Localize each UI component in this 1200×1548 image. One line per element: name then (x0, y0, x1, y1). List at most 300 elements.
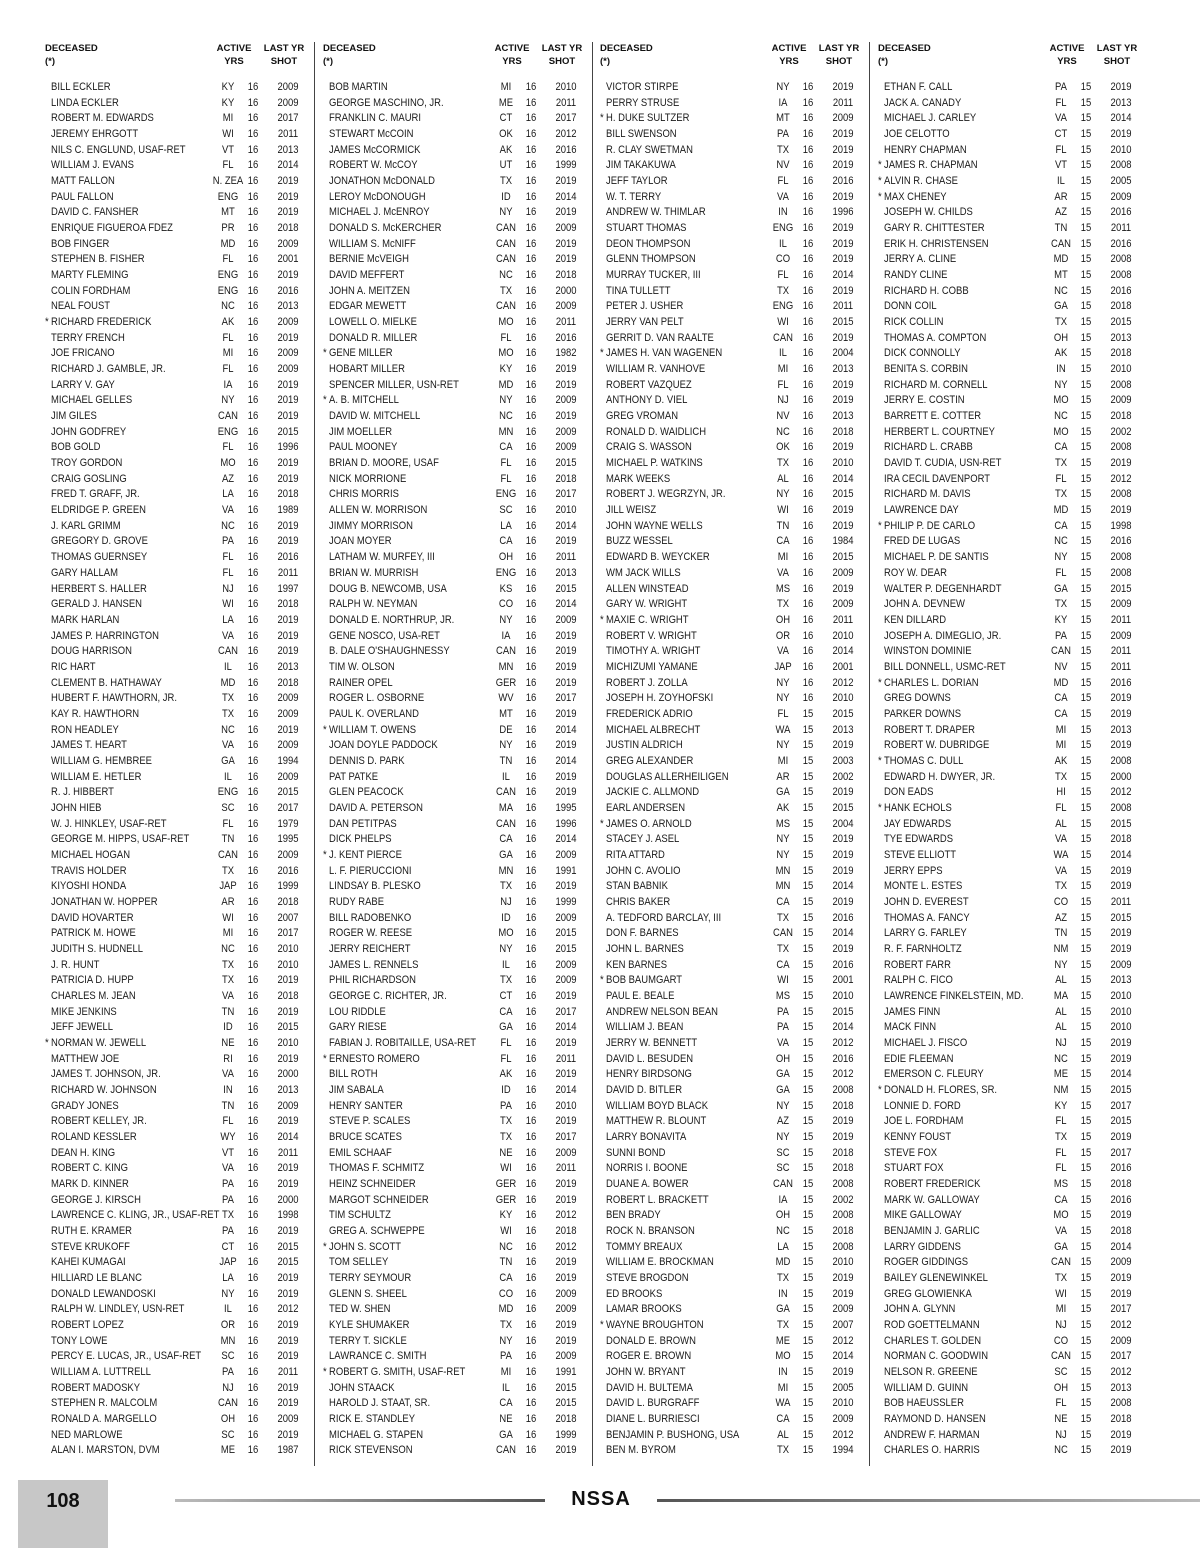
last-year-shot: 2019 (555, 786, 577, 799)
last-year-shot: 2008 (1110, 801, 1132, 814)
member-state: MI (777, 363, 789, 376)
member-state: GA (776, 1303, 790, 1316)
active-years: 15 (1080, 1272, 1092, 1285)
table-row (600, 1083, 866, 1099)
last-year-shot: 2019 (832, 253, 854, 266)
member-state: NC (1054, 535, 1068, 548)
last-year-shot: 2012 (1110, 472, 1132, 485)
active-years: 16 (525, 1428, 537, 1441)
last-year-shot: 2010 (1110, 143, 1132, 156)
member-name: JIM TAKAKUWA (606, 159, 676, 172)
last-year-shot: 2008 (832, 1209, 854, 1222)
member-name: RONALD A. MARGELLO (51, 1413, 157, 1426)
active-years: 16 (525, 1256, 537, 1269)
member-state: MI (222, 927, 234, 940)
member-name: BILL RADOBENKO (329, 911, 412, 924)
member-state: CAN (1051, 1256, 1071, 1269)
member-state: WI (500, 1162, 512, 1175)
table-row (878, 738, 1144, 754)
member-state: FL (1055, 96, 1067, 109)
active-years: 16 (525, 676, 537, 689)
active-years: 16 (525, 347, 537, 360)
table-row (600, 707, 866, 723)
table-row (323, 1334, 589, 1350)
member-name: DONALD LEWANDOSKI (51, 1287, 156, 1300)
table-row (45, 707, 311, 723)
active-years: 15 (1080, 504, 1092, 517)
member-name: DONALD H. FLORES, SR. (884, 1084, 998, 1096)
active-years: 15 (1080, 1162, 1092, 1175)
table-row (878, 785, 1144, 801)
active-years: 15 (1080, 582, 1092, 595)
member-state: WA (1053, 848, 1069, 861)
active-years: 16 (247, 645, 259, 658)
table-row (878, 299, 1144, 315)
table-row (878, 989, 1144, 1005)
table-row (323, 1036, 589, 1052)
member-name: KAY R. HAWTHORN (51, 707, 140, 720)
last-year-shot: 2016 (832, 911, 854, 924)
member-name: DAVID A. PETERSON (329, 801, 423, 814)
member-state: AK (1054, 754, 1068, 767)
table-row (878, 895, 1144, 911)
last-year-shot: 2019 (832, 739, 854, 752)
member-state: VA (222, 739, 234, 752)
member-state: TX (221, 958, 235, 971)
member-state: MO (1053, 1209, 1069, 1222)
active-years: 15 (802, 1068, 814, 1081)
last-year-shot: 2019 (832, 895, 854, 908)
table-row (45, 1255, 311, 1271)
member-name: RITA ATTARD (606, 848, 665, 861)
last-year-shot: 2019 (277, 519, 299, 532)
table-row (45, 331, 311, 347)
active-years: 16 (525, 410, 537, 423)
member-state: LA (222, 488, 234, 501)
table-row (323, 864, 589, 880)
member-state: NC (776, 425, 790, 438)
table-row (323, 566, 589, 582)
member-state: AL (1055, 1005, 1067, 1018)
active-years: 16 (525, 1162, 537, 1175)
last-year-shot: 2008 (1110, 159, 1132, 172)
table-row (600, 378, 866, 394)
last-year-shot: 2014 (555, 598, 577, 611)
member-name: RALPH C. FICO (884, 974, 953, 987)
table-row (323, 1224, 589, 1240)
table-row (878, 190, 1144, 206)
footer-rule-right (657, 1499, 1200, 1502)
table-row (600, 331, 866, 347)
member-state: GA (1054, 300, 1068, 313)
last-year-shot: 2010 (832, 989, 854, 1002)
member-name: BILL DONNELL, USMC-RET (884, 660, 1006, 673)
table-row (323, 331, 589, 347)
table-row (600, 1318, 866, 1334)
member-state: NJ (1055, 1036, 1067, 1049)
member-name: GERALD J. HANSEN (51, 598, 142, 611)
member-state: NJ (222, 582, 234, 595)
table-row (323, 1067, 589, 1083)
last-year-shot: 2011 (277, 1366, 299, 1379)
table-row (600, 143, 866, 159)
member-name: NORRIS I. BOONE (606, 1162, 688, 1175)
active-years: 16 (525, 1146, 537, 1159)
table-row (323, 1412, 589, 1428)
active-years: 15 (1080, 645, 1092, 658)
table-row (878, 1067, 1144, 1083)
last-year-shot: 2019 (277, 1225, 299, 1238)
member-state: AK (499, 1068, 513, 1081)
last-year-shot: 2009 (832, 566, 854, 579)
table-row (323, 487, 589, 503)
member-state: ENG (217, 425, 239, 438)
member-state: NM (1053, 942, 1069, 955)
member-name: LEROY McDONOUGH (329, 190, 426, 203)
last-year-shot: 1994 (277, 754, 299, 767)
last-year-shot: 2019 (277, 1162, 299, 1175)
deceased-marker: * (323, 394, 327, 407)
table-row (45, 205, 311, 221)
active-years: 16 (802, 472, 814, 485)
member-state: MI (1055, 739, 1067, 752)
active-years: 16 (247, 316, 259, 329)
table-row (600, 1443, 866, 1459)
member-name: JOE L. FORDHAM (884, 1115, 964, 1128)
member-state: MO (1053, 394, 1069, 407)
member-state: TX (221, 707, 235, 720)
table-row (323, 503, 589, 519)
member-name: COLIN FORDHAM (51, 284, 131, 297)
table-row (878, 1318, 1144, 1334)
member-name: ROBERT FREDERICK (884, 1178, 981, 1191)
member-state: CAN (218, 410, 238, 423)
active-years: 16 (525, 880, 537, 893)
member-name: ANDREW NELSON BEAN (606, 1005, 718, 1018)
table-row (323, 879, 589, 895)
member-state: KY (1054, 613, 1068, 626)
table-row (878, 1334, 1144, 1350)
active-years: 16 (525, 1303, 537, 1316)
member-name: ROBERT J. ZOLLA (606, 676, 688, 689)
active-years: 15 (1080, 1099, 1092, 1112)
member-name: RALPH W. NEYMAN (329, 598, 418, 611)
last-year-shot: 2009 (277, 237, 299, 250)
active-years: 15 (802, 739, 814, 752)
last-year-shot: 2010 (277, 958, 299, 971)
member-name: ROBERT MADOSKY (51, 1381, 141, 1394)
active-years: 15 (1080, 425, 1092, 438)
header-active-label: ACTIVE (216, 43, 252, 54)
member-name: GREG A. SCHWEPPE (329, 1225, 425, 1238)
active-years: 15 (1080, 801, 1092, 814)
member-state: TX (776, 143, 790, 156)
last-year-shot: 2019 (1110, 1428, 1132, 1441)
last-year-shot: 2019 (832, 222, 854, 235)
active-years: 16 (525, 316, 537, 329)
member-name: RONALD D. WAIDLICH (606, 425, 707, 438)
member-name: RAINER OPEL (329, 676, 393, 689)
table-row (600, 362, 866, 378)
member-name: RON HEADLEY (51, 723, 119, 736)
member-state: NY (776, 676, 790, 689)
member-name: JOHN A. MEITZEN (329, 284, 410, 297)
member-state: CAN (1051, 237, 1071, 250)
member-name: LARRY BONAVITA (606, 1131, 687, 1144)
member-name: EDWARD B. WEYCKER (606, 551, 710, 564)
active-years: 16 (525, 331, 537, 344)
member-name: JIM GILES (51, 410, 97, 423)
last-year-shot: 2015 (555, 457, 577, 470)
last-year-shot: 2010 (1110, 989, 1132, 1002)
member-name: WILLIAM E. HETLER (51, 770, 142, 783)
member-state: TX (1054, 457, 1068, 470)
last-year-shot: 2016 (1110, 676, 1132, 689)
member-state: ENG (217, 269, 239, 282)
table-row (600, 785, 866, 801)
table-row (878, 848, 1144, 864)
member-name: GREG GLOWIENKA (884, 1287, 972, 1300)
member-name: BRIAN W. MURRISH (329, 566, 419, 579)
last-year-shot: 2013 (1110, 331, 1132, 344)
last-year-shot: 2009 (1110, 190, 1132, 203)
table-row (600, 597, 866, 613)
last-year-shot: 2019 (277, 175, 299, 188)
table-row (45, 80, 311, 96)
header-yrs-label: YRS (502, 56, 522, 67)
table-row (878, 582, 1144, 598)
member-state: CA (1054, 441, 1068, 454)
table-row (323, 1114, 589, 1130)
member-state: CAN (773, 331, 793, 344)
header-shot-label: SHOT (825, 56, 853, 67)
member-name: BOB BAUMGART (606, 974, 683, 987)
last-year-shot: 2016 (1110, 1193, 1132, 1206)
active-years: 15 (1080, 1084, 1092, 1096)
member-state: KY (221, 96, 235, 109)
table-row (600, 644, 866, 660)
last-year-shot: 2019 (832, 1272, 854, 1285)
roster-rows (323, 80, 589, 1459)
member-name: DONALD S. McKERCHER (329, 222, 442, 235)
member-name: A. B. MITCHELL (329, 394, 399, 407)
member-name: DON F. BARNES (606, 927, 679, 940)
last-year-shot: 2019 (555, 535, 577, 548)
table-row (45, 1193, 311, 1209)
member-state: FL (777, 175, 789, 188)
member-state: NE (499, 1413, 513, 1426)
table-row (878, 566, 1144, 582)
table-row (45, 1412, 311, 1428)
active-years: 16 (247, 692, 259, 705)
member-state: CA (776, 895, 790, 908)
table-row (323, 315, 589, 331)
table-row (600, 299, 866, 315)
last-year-shot: 2019 (555, 645, 577, 658)
header-active-label: ACTIVE (1049, 43, 1085, 54)
last-year-shot: 2010 (1110, 1005, 1132, 1018)
last-year-shot: 2016 (555, 143, 577, 156)
member-name: MARK HARLAN (51, 613, 120, 626)
last-year-shot: 2014 (555, 190, 577, 203)
member-name: DOUG HARRISON (51, 645, 132, 658)
member-name: DENNIS D. PARK (329, 754, 405, 767)
member-name: LAWRENCE C. KLING, JR., USAF-RET (51, 1209, 220, 1222)
active-years: 16 (247, 81, 259, 93)
member-state: MD (775, 1256, 791, 1269)
last-year-shot: 2015 (277, 1240, 299, 1253)
member-name: JOHN GODFREY (51, 425, 127, 438)
last-year-shot: 2009 (555, 300, 577, 313)
active-years: 15 (802, 1240, 814, 1253)
last-year-shot: 2008 (1110, 441, 1132, 454)
member-name: W. T. TERRY (606, 190, 662, 203)
active-years: 16 (247, 1146, 259, 1159)
last-year-shot: 2011 (555, 316, 577, 329)
table-row (600, 754, 866, 770)
member-state: OR (220, 1319, 236, 1332)
last-year-shot: 2019 (832, 504, 854, 517)
last-year-shot: 1984 (832, 535, 854, 548)
deceased-marker: * (878, 519, 882, 532)
active-years: 16 (802, 300, 814, 313)
table-row (45, 1271, 311, 1287)
last-year-shot: 2019 (832, 190, 854, 203)
member-name: STACEY J. ASEL (606, 833, 680, 846)
table-row (600, 1302, 866, 1318)
last-year-shot: 1999 (555, 895, 577, 908)
member-state: ID (501, 1084, 511, 1096)
member-name: WILLIAM D. GUINN (884, 1381, 969, 1394)
table-row (600, 456, 866, 472)
table-row (600, 1428, 866, 1444)
member-state: OK (499, 128, 513, 141)
member-state: IA (778, 1193, 788, 1206)
active-years: 16 (525, 1084, 537, 1096)
active-years: 16 (525, 989, 537, 1002)
table-row (878, 1130, 1144, 1146)
member-name: TINA TULLETT (606, 284, 671, 297)
member-name: DICK CONNOLLY (884, 347, 961, 360)
active-years: 15 (802, 1021, 814, 1034)
member-name: DAVID L. BURGRAFF (606, 1397, 700, 1410)
member-state: MS (775, 582, 791, 595)
last-year-shot: 2015 (832, 801, 854, 814)
member-name: ROBERT T. DRAPER (884, 723, 975, 736)
table-row (878, 409, 1144, 425)
table-row (323, 237, 589, 253)
member-state: NY (499, 1334, 513, 1347)
member-name: MAXIE C. WRIGHT (606, 613, 689, 626)
active-years: 15 (1080, 1428, 1092, 1441)
member-name: JAMES H. VAN WAGENEN (606, 347, 723, 360)
header-deceased-note: (*) (878, 56, 889, 67)
member-state: NY (776, 692, 790, 705)
table-row (323, 1146, 589, 1162)
member-name: ROBERT KELLEY, JR. (51, 1115, 147, 1128)
active-years: 15 (802, 1256, 814, 1269)
active-years: 16 (802, 363, 814, 376)
member-state: TN (499, 1256, 513, 1269)
last-year-shot: 1979 (277, 817, 299, 830)
last-year-shot: 2012 (832, 1068, 854, 1081)
page-number-box (18, 1480, 108, 1548)
member-name: MICHAEL J. CARLEY (884, 112, 977, 125)
active-years: 15 (1080, 864, 1092, 877)
active-years: 16 (525, 457, 537, 470)
member-name: ALVIN R. CHASE (884, 175, 958, 188)
member-state: NY (776, 739, 790, 752)
last-year-shot: 2019 (555, 1193, 577, 1206)
active-years: 16 (247, 410, 259, 423)
member-state: NJ (1055, 1428, 1067, 1441)
member-name: ERNESTO ROMERO (329, 1052, 420, 1065)
member-state: NV (1054, 660, 1068, 673)
active-years: 16 (525, 206, 537, 219)
member-state: VA (1055, 1225, 1067, 1238)
member-name: JOE CELOTTO (884, 128, 950, 141)
header-deceased-note: (*) (323, 56, 334, 67)
member-state: TN (1054, 927, 1068, 940)
active-years: 15 (1080, 1193, 1092, 1206)
member-name: GERRIT D. VAN RAALTE (606, 331, 714, 344)
active-years: 15 (802, 1209, 814, 1222)
active-years: 16 (247, 786, 259, 799)
table-row (323, 1271, 589, 1287)
last-year-shot: 2019 (555, 1319, 577, 1332)
member-name: RIC HART (51, 660, 96, 673)
member-name: ETHAN F. CALL (884, 81, 953, 93)
last-year-shot: 2015 (1110, 1084, 1132, 1096)
last-year-shot: 2012 (555, 1209, 577, 1222)
active-years: 16 (525, 175, 537, 188)
active-years: 16 (247, 112, 259, 125)
active-years: 16 (802, 551, 814, 564)
table-row (323, 1193, 589, 1209)
table-row (600, 409, 866, 425)
last-year-shot: 2009 (1110, 1334, 1132, 1347)
active-years: 15 (802, 1146, 814, 1159)
active-years: 16 (247, 1068, 259, 1081)
table-row (600, 284, 866, 300)
active-years: 16 (802, 692, 814, 705)
active-years: 15 (1080, 112, 1092, 125)
deceased-marker: * (600, 817, 604, 830)
member-state: TX (1054, 880, 1068, 893)
table-row (600, 1381, 866, 1397)
last-year-shot: 2019 (1110, 1052, 1132, 1065)
last-year-shot: 2019 (555, 1036, 577, 1049)
last-year-shot: 2016 (555, 331, 577, 344)
member-state: OH (498, 551, 514, 564)
table-row (323, 1365, 589, 1381)
last-year-shot: 1996 (555, 817, 577, 830)
member-state: NC (221, 723, 235, 736)
active-years: 16 (525, 190, 537, 203)
table-row (45, 190, 311, 206)
active-years: 15 (802, 1381, 814, 1394)
table-row (878, 362, 1144, 378)
member-state: ME (220, 1444, 236, 1457)
table-row (323, 644, 589, 660)
last-year-shot: 2018 (832, 425, 854, 438)
last-year-shot: 2018 (1110, 300, 1132, 313)
last-year-shot: 2018 (555, 1225, 577, 1238)
active-years: 16 (247, 96, 259, 109)
active-years: 16 (525, 1099, 537, 1112)
last-year-shot: 2013 (277, 143, 299, 156)
table-row (600, 691, 866, 707)
